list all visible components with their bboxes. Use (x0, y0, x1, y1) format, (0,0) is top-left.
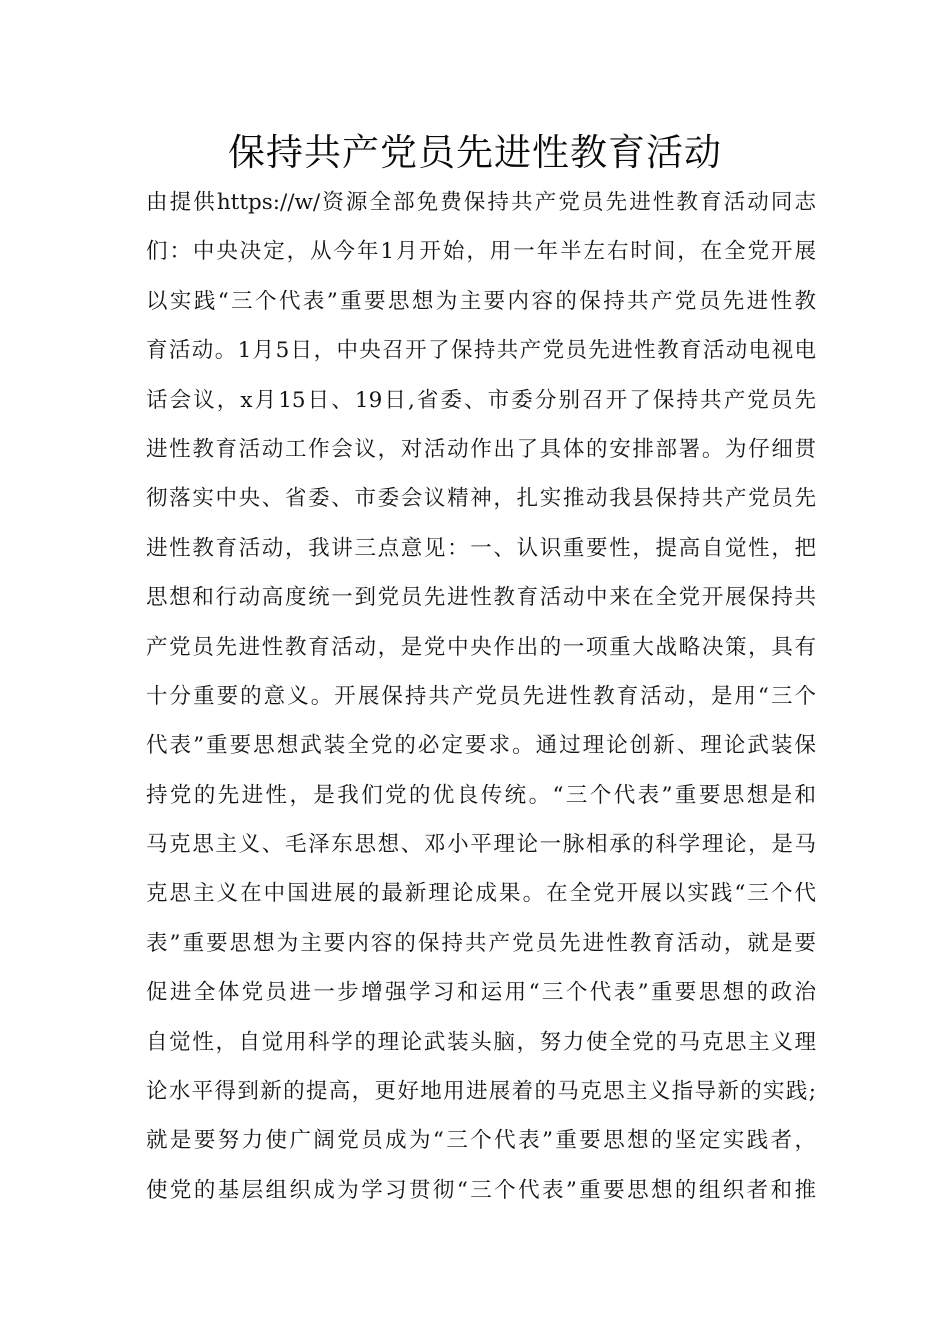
body-line: 彻落实中央、省委、市委会议精神，扎实推动我县保持共产党员先 (146, 486, 816, 512)
body-line: 话会议，x月15日、19日,省委、市委分别召开了保持共产党员先 (146, 387, 816, 413)
body-line: 使党的基层组织成为学习贯彻“三个代表”重要思想的组织者和推 (146, 1177, 816, 1203)
body-line: 代表”重要思想武装全党的必定要求。通过理论创新、理论武装保 (146, 733, 816, 759)
body-line: 克思主义在中国进展的最新理论成果。在全党开展以实践“三个代 (146, 881, 816, 907)
body-line: 促进全体党员进一步增强学习和运用“三个代表”重要思想的政治 (146, 980, 816, 1006)
body-line: 论水平得到新的提高，更好地用进展着的马克思主义指导新的实践; (146, 1079, 816, 1105)
body-line: 十分重要的意义。开展保持共产党员先进性教育活动，是用“三个 (146, 683, 816, 709)
body-line: 们：中央决定，从今年1月开始，用一年半左右时间，在全党开展 (146, 239, 816, 265)
body-line: 持党的先进性，是我们党的优良传统。“三个代表”重要思想是和 (146, 782, 816, 808)
body-line: 以实践“三个代表”重要思想为主要内容的保持共产党员先进性教 (146, 288, 816, 314)
body-line: 表”重要思想为主要内容的保持共产党员先进性教育活动，就是要 (146, 930, 816, 956)
body-line: 育活动。1月5日，中央召开了保持共产党员先进性教育活动电视电 (146, 338, 816, 364)
body-line: 由提供https://w/资源全部免费保持共产党员先进性教育活动同志 (146, 190, 816, 215)
body-line: 自觉性，自觉用科学的理论武装头脑，努力使全党的马克思主义理 (146, 1029, 816, 1055)
document-body (146, 178, 816, 1215)
body-line: 思想和行动高度统一到党员先进性教育活动中来在全党开展保持共 (146, 585, 816, 611)
body-line: 进性教育活动，我讲三点意见：一、认识重要性，提高自觉性，把 (146, 535, 816, 561)
body-line: 产党员先进性教育活动，是党中央作出的一项重大战略决策，具有 (146, 634, 816, 660)
body-line: 马克思主义、毛泽东思想、邓小平理论一脉相承的科学理论，是马 (146, 832, 816, 858)
body-line: 进性教育活动工作会议，对活动作出了具体的安排部署。为仔细贯 (146, 436, 816, 462)
body-line: 就是要努力使广阔党员成为“三个代表”重要思想的坚定实践者， (146, 1128, 816, 1154)
document-title: 保持共产党员先进性教育活动 (228, 131, 722, 174)
